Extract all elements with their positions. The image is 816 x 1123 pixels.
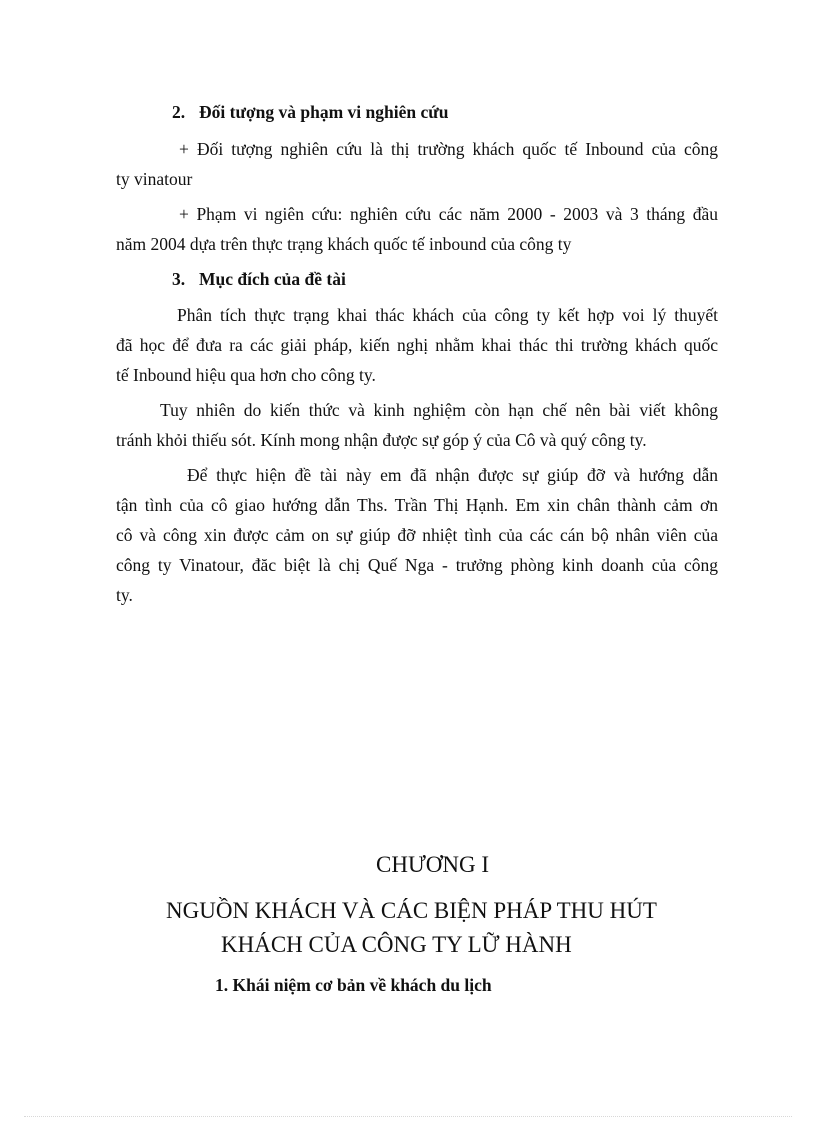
section-2-title: Đối tượng và phạm vi nghiên cứu — [199, 102, 449, 122]
section-3-para-1-line-1: Phân tích thực trạng khai thác khách của công ty kết hợp voi lý thuyết — [177, 305, 718, 325]
section-3-para-3-line-1: Để thực hiện đề tài này em đã nhận được sự giúp đỡ và hướng dẫn — [187, 465, 718, 485]
chapter-title-line-1: NGUỒN KHÁCH VÀ CÁC BIỆN PHÁP THU HÚT — [166, 898, 657, 923]
chapter-label: CHƯƠNG I — [376, 852, 490, 877]
section-3-para-2-line-2: tránh khỏi thiếu sót. Kính mong nhận được sự góp ý của Cô và quý công ty. — [116, 430, 647, 450]
section-2-item-1-line-1: + Đối tượng nghiên cứu là thị trường khách quốc tế Inbound của công — [179, 139, 718, 159]
section-2-item-2-line-2: năm 2004 dựa trên thực trạng khách quốc tế inbound của công ty — [116, 234, 572, 254]
section-3-para-3-line-3: cô và công xin được cảm on sự giúp đỡ nhiệt tình của các cán bộ nhân viên của — [116, 525, 718, 545]
subsection-1-title: 1. Khái niệm cơ bản về khách du lịch — [215, 975, 492, 995]
chapter-title-line-2: KHÁCH CỦA CÔNG TY LỮ HÀNH — [221, 932, 572, 957]
section-2-number: 2. — [172, 102, 186, 122]
page-bottom-divider — [24, 1116, 792, 1117]
section-3-para-3-line-5: ty. — [116, 585, 133, 605]
section-3-number: 3. — [172, 269, 186, 289]
section-3-para-1-line-2: đã học để đưa ra các giải pháp, kiến nghị nhằm khai thác thi trường khách quốc — [116, 335, 718, 355]
section-3-para-2-line-1: Tuy nhiên do kiến thức và kinh nghiệm còn hạn chế nên bài viết không — [160, 400, 718, 420]
section-2-item-1-line-2: ty vinatour — [116, 169, 193, 189]
section-3-para-3-line-4: công ty Vinatour, đăc biệt là chị Quế Nga - trưởng phòng kinh doanh của công — [116, 555, 718, 575]
section-3-title: Mục đích của đề tài — [199, 269, 346, 289]
section-3-para-1-line-3: tế Inbound hiệu qua hơn cho công ty. — [116, 365, 376, 385]
section-2-item-2-line-1: + Phạm vi ngiên cứu: nghiên cứu các năm 2000 - 2003 và 3 tháng đầu — [179, 204, 718, 224]
section-3-para-3-line-2: tận tình của cô giao hướng dẫn Ths. Trần Thị Hạnh. Em xin chân thành cảm ơn — [116, 495, 718, 515]
